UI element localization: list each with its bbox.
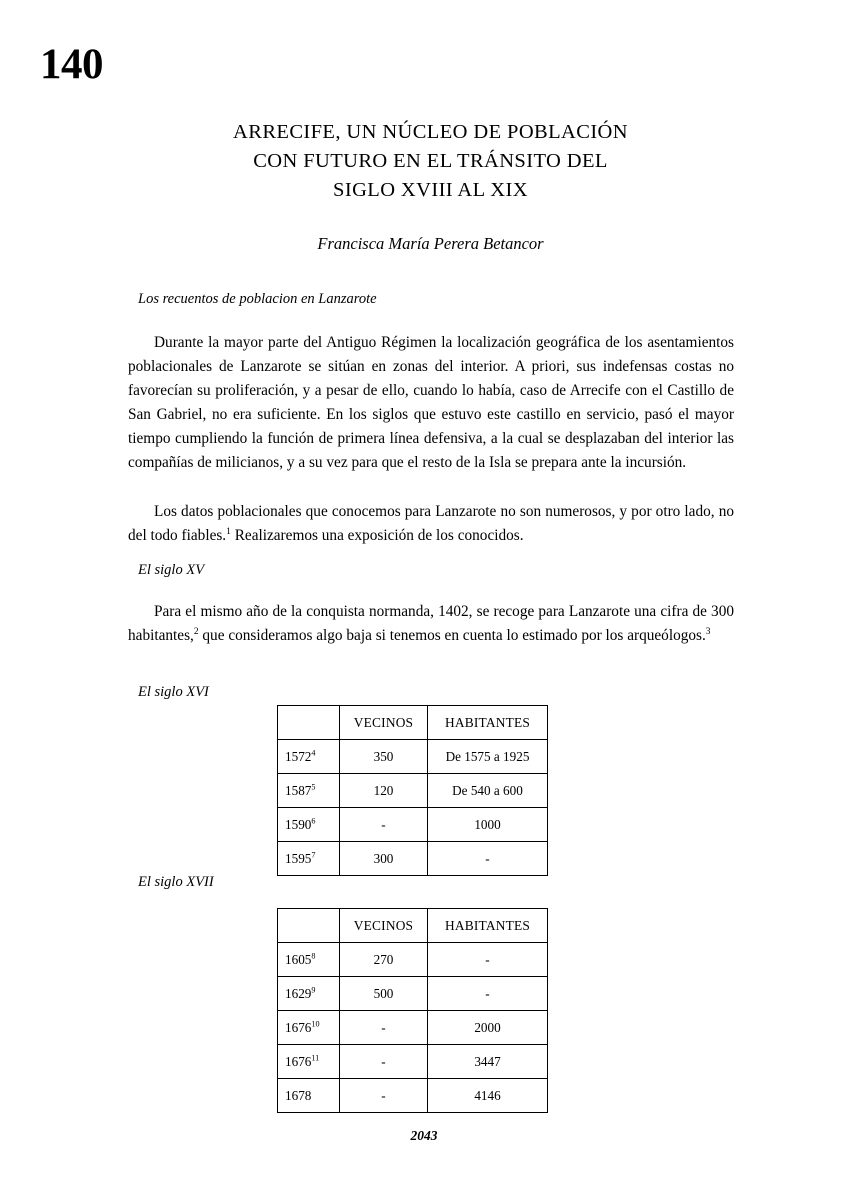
footnote-marker: 11 xyxy=(311,1053,320,1063)
table-siglo-xvi xyxy=(277,705,548,876)
table-siglo-xvii xyxy=(277,908,548,1113)
paragraph-text: Para el mismo año de la conquista normanda, 1402, se recoge para Lanzarote una cifra de 300 habitantes, xyxy=(128,603,734,645)
footnote-marker: 4 xyxy=(311,748,316,758)
cell-vecinos: 300 xyxy=(340,842,428,876)
cell-year: 1605$^8$ xyxy=(278,943,340,977)
footnote-marker-2: 2 xyxy=(193,627,199,637)
title-line-1: ARRECIFE, UN NÚCLEO DE POBLACIÓN xyxy=(233,121,628,143)
paragraph-siglo-xv xyxy=(128,600,734,648)
page-footer-number: 2043 xyxy=(410,1128,438,1143)
footnote-marker-1: 1 xyxy=(226,527,231,537)
cell-vecinos: - xyxy=(340,1079,428,1113)
footnote-marker: 10 xyxy=(311,1019,320,1029)
cell-habitantes: De 1575 a 1925 xyxy=(428,740,548,774)
paragraph-text: Durante la mayor parte del Antiguo Régimen la localización geográfica de los asentamientos poblacionales de Lanzarote se sitúan en zonas del interior. A priori, sus indefensas costas no favorecían su proliferación, y a pesar de ello, cuando lo había, caso de Arrecife con el Castillo de San Gabriel, no era suficiente. En los siglos que estuvo este castillo en servicio, pasó el mayor tiempo cumpliendo la función de primera línea defensiva, a la cual se desplazaban del interior las compañías de milicianos, y a su vez para que el resto de la Isla se prepara ante la incursión. xyxy=(128,334,734,472)
cell-vecinos: - xyxy=(340,1011,428,1045)
cell-habitantes: 3447 xyxy=(428,1045,548,1079)
table-body-xvii xyxy=(278,943,548,1113)
table-row xyxy=(278,808,548,842)
cell-year: 1572$^4$ xyxy=(278,740,340,774)
author-name: Francisca María Perera Betancor xyxy=(317,234,544,253)
footnote-marker-3: 3 xyxy=(705,627,711,637)
cell-vecinos: 270 xyxy=(340,943,428,977)
cell-year: 1629$^9$ xyxy=(278,977,340,1011)
section-heading-siglo-xvi: El siglo XVI xyxy=(138,684,209,700)
footnote-marker: 5 xyxy=(311,782,316,792)
table-row xyxy=(278,842,548,876)
table-row xyxy=(278,740,548,774)
header-cell-empty xyxy=(278,706,340,740)
title-line-2: CON FUTURO EN EL TRÁNSITO DEL xyxy=(253,150,608,172)
cell-vecinos: 120 xyxy=(340,774,428,808)
cell-habitantes: De 540 a 600 xyxy=(428,774,548,808)
header-cell-vecinos: VECINOS xyxy=(340,706,428,740)
page-number: 140 xyxy=(40,41,103,88)
section-heading-recuentos: Los recuentos de poblacion en Lanzarote xyxy=(138,291,377,307)
cell-year: 1678 xyxy=(278,1079,340,1113)
cell-habitantes: 1000 xyxy=(428,808,548,842)
header-cell-habitantes: HABITANTES xyxy=(428,706,548,740)
cell-vecinos: - xyxy=(340,1045,428,1079)
cell-habitantes: 4146 xyxy=(428,1079,548,1113)
cell-year: 1595$^7$ xyxy=(278,842,340,876)
table-header-row xyxy=(278,706,548,740)
table-header-row xyxy=(278,909,548,943)
section-heading-siglo-xvii: El siglo XVII xyxy=(138,874,214,890)
article-title xyxy=(128,118,733,205)
cell-habitantes: - xyxy=(428,977,548,1011)
cell-year: 1676$^{11}$ xyxy=(278,1045,340,1079)
footnote-marker: 7 xyxy=(311,850,316,860)
header-cell-vecinos: VECINOS xyxy=(340,909,428,943)
table-row xyxy=(278,774,548,808)
footnote-marker: 9 xyxy=(311,985,316,995)
cell-year: 1676$^{10}$ xyxy=(278,1011,340,1045)
paragraph-text-cont: Realizaremos una exposición de los conocidos. xyxy=(230,527,524,545)
footnote-marker: 8 xyxy=(311,951,316,961)
cell-year: 1587$^5$ xyxy=(278,774,340,808)
cell-vecinos: - xyxy=(340,808,428,842)
paragraph-text-cont: que consideramos algo baja si tenemos en cuenta lo estimado por los arqueólogos. xyxy=(198,627,706,645)
cell-habitantes: - xyxy=(428,842,548,876)
paragraph-text: Los datos poblacionales que conocemos para Lanzarote no son numerosos, y por otro lado, no del todo fiables. xyxy=(128,503,734,545)
footnote-marker: 6 xyxy=(311,816,316,826)
cell-habitantes: - xyxy=(428,943,548,977)
table-row xyxy=(278,1079,548,1113)
table-row xyxy=(278,943,548,977)
table-row xyxy=(278,977,548,1011)
table-body-xvi xyxy=(278,740,548,876)
paragraph-antiguo-regimen xyxy=(128,331,734,476)
table-row xyxy=(278,1045,548,1079)
title-line-3: SIGLO XVIII AL XIX xyxy=(333,179,528,201)
paragraph-datos-poblacionales xyxy=(128,500,734,548)
cell-vecinos: 500 xyxy=(340,977,428,1011)
section-heading-siglo-xv: El siglo XV xyxy=(138,562,205,578)
table-row xyxy=(278,1011,548,1045)
cell-vecinos: 350 xyxy=(340,740,428,774)
header-cell-empty xyxy=(278,909,340,943)
header-cell-habitantes: HABITANTES xyxy=(428,909,548,943)
cell-habitantes: 2000 xyxy=(428,1011,548,1045)
cell-year: 1590$^6$ xyxy=(278,808,340,842)
